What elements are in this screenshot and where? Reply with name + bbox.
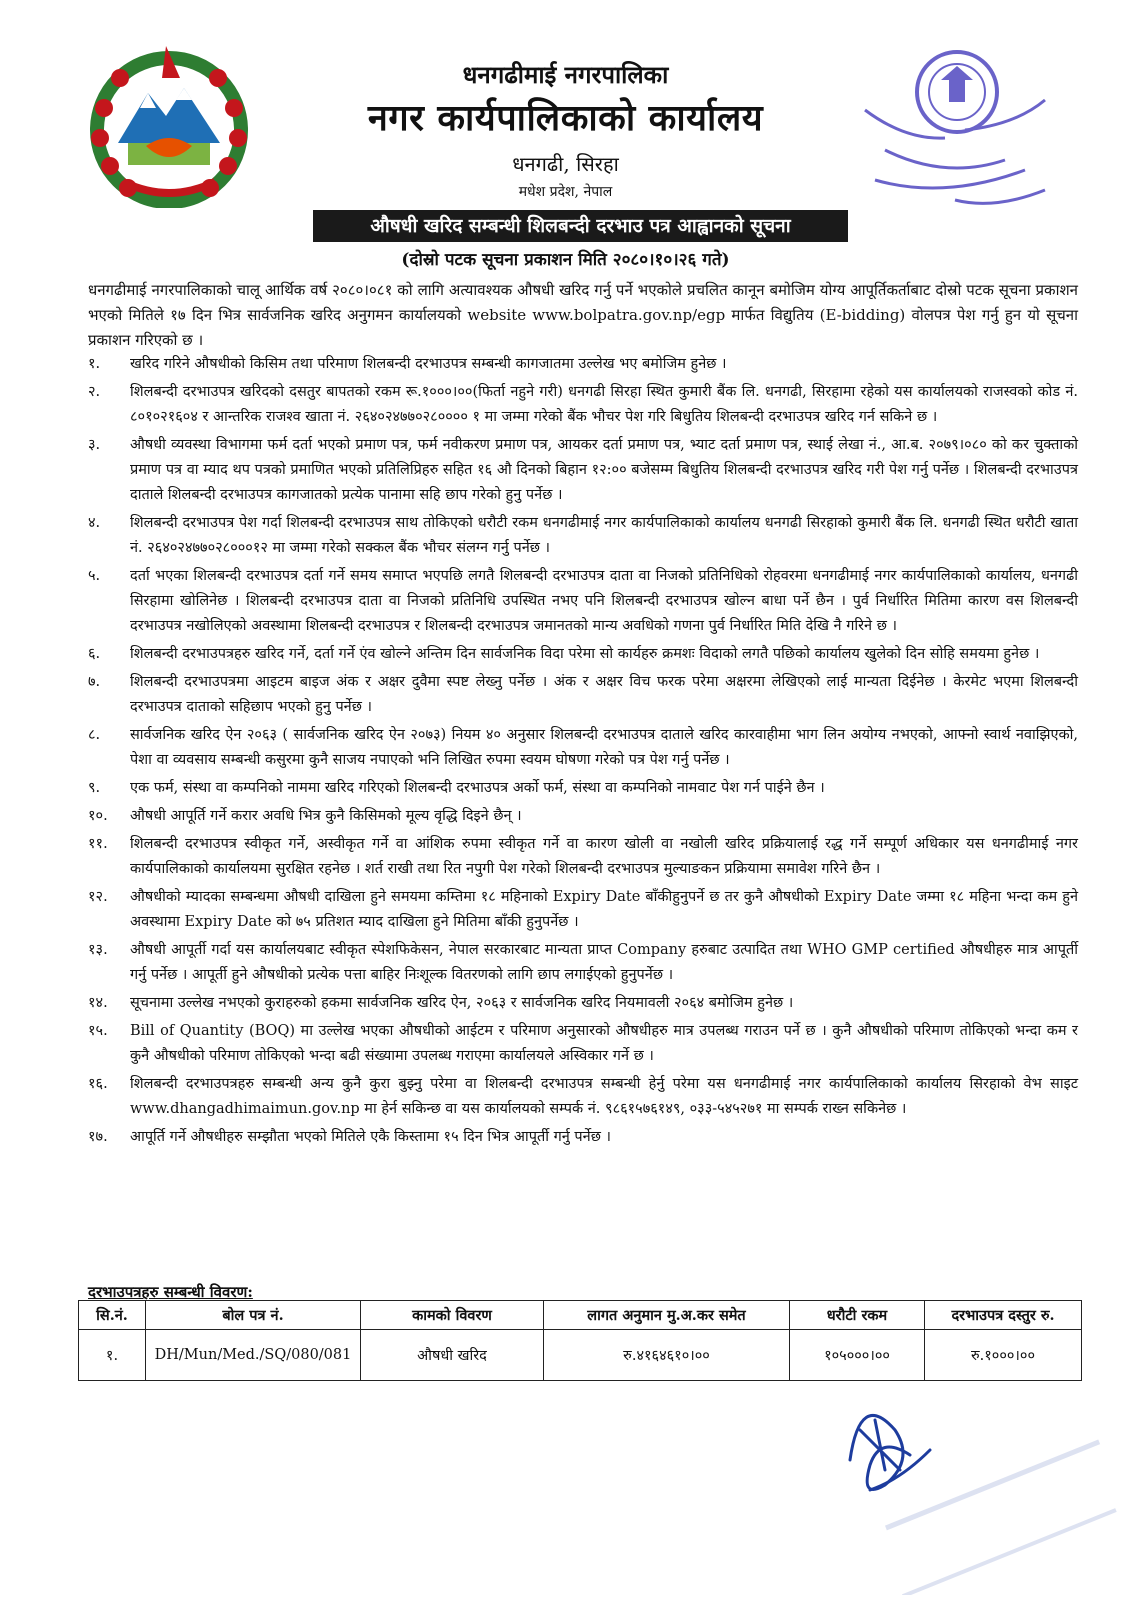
item-text: शिलबन्दी दरभाउपत्र पेश गर्दा शिलबन्दी दरभाउपत्र साथ तोकिएको धरौटी रकम धनगढीमाई नगर कार्यपालिकाको कार्यालय धनगढी सिरहाको कुमारी बैंक लि. धनगढी स्थित धरौटी खाता नं. २६४०२४७७०२८०००१२ मा जम्मा गरेको सक्कल बैंक भौचर संलग्न गर्नु पर्नेछ । <box>130 515 1078 556</box>
list-item <box>88 938 1078 988</box>
item-number: १४. <box>88 995 108 1011</box>
item-number: १२. <box>88 889 108 905</box>
list-item <box>88 832 1078 882</box>
item-text: Bill of Quantity (BOQ) मा उल्लेख भएका औषधीको आईटम र परिमाण अनुसारको औषधीहरु मात्र उपलब्ध गराउन पर्ने छ । कुनै औषधीको परिमाण तोकिएको भन्दा कम र कुनै औषधीको परिमाण तोकिएको भन्दा बढी संख्यामा उपलब्ध गराएमा कार्यालयले अस्विकार गर्ने छ । <box>130 1023 1078 1064</box>
item-text: दर्ता भएका शिलबन्दी दरभाउपत्र दर्ता गर्ने समय समाप्त भएपछि लगतै शिलबन्दी दरभाउपत्र दाता वा निजको प्रतिनिधिको रोहवरमा धनगढीमाई नगर कार्यपालिकाको कार्यालय, धनगढी सिरहामा खोलिनेछ । शिलबन्दी दरभाउपत्र दाता वा निजको प्रतिनिधि उपस्थित नभए पनि शिलबन्दी दरभाउपत्र खोल्न बाधा पर्ने छैन । पुर्व निर्धारित मितिमा कारण वस शिलबन्दी दरभाउपत्र नखोलिएको अवस्थामा शिलबन्दी दरभाउपत्र र शिलबन्दी दरभाउपत्र जमानतको मान्य अवधिको गणना पुर्व निर्धारित मिति देखि नै गरिने छ । <box>130 568 1078 634</box>
item-number: १६. <box>88 1076 108 1092</box>
list-item <box>88 1019 1078 1069</box>
office-location: धनगढी, सिरहा <box>512 152 619 176</box>
item-text: शिलबन्दी दरभाउपत्रहरु सम्बन्धी अन्य कुनै कुरा बुझ्नु परेमा वा शिलबन्दी दरभाउपत्र सम्बन्धी हेर्नु परेमा यस धनगढीमाई नगर कार्यपालिकाको कार्यालय सिरहाको वेभ साइट www.dhangadhimaimun.gov.np मा हेर्न सकिन्छ वा यस कार्यालयको सम्पर्क नं. ९८६१५७६१४९, ०३३-५४५२७१ मा सम्पर्क राख्न सकिनेछ । <box>130 1076 1078 1117</box>
item-text: औषधी व्यवस्था विभागमा फर्म दर्ता भएको प्रमाण पत्र, फर्म नवीकरण प्रमाण पत्र, आयकर दर्ता प्रमाण पत्र, भ्याट दर्ता प्रमाण पत्र, स्थाई लेखा नं., आ.ब. २०७९।०८० को कर चुक्ताको प्रमाण पत्र वा म्याद थप पत्रको प्रमाणित भएको प्रतिलिप्रिहरु सहित १६ औ दिनको बिहान १२:०० बजेसम्म बिधुतिय शिलबन्दी दरभाउपत्र खरिद गरी पेश गर्नु पर्नेछ । शिलबन्दी दरभाउपत्र दाताले शिलबन्दी दरभाउपत्र कागजातको प्रत्येक पानामा सहि छाप गरेको हुनु पर्नेछ । <box>130 437 1078 503</box>
item-number: ८. <box>88 727 101 743</box>
item-number: २. <box>88 384 101 400</box>
signature-icon <box>830 1370 1130 1595</box>
table-cell: DH/Mun/Med./SQ/080/081 <box>146 1330 361 1381</box>
item-text: शिलबन्दी दरभाउपत्रमा आइटम बाइज अंक र अक्षर दुवैमा स्पष्ट लेख्नु पर्नेछ । अंक र अक्षर विच फरक परेमा अक्षरमा लेखिएको लाई मान्यता दिईनेछ । केरमेट भएमा शिलबन्दी दरभाउपत्र दाताको सहिछाप भएको हुनु पर्नेछ । <box>130 674 1078 715</box>
item-number: १३. <box>88 942 108 958</box>
notice-title: औषधी खरिद सम्बन्धी शिलबन्दी दरभाउ पत्र आह्वानको सूचना <box>313 210 848 242</box>
item-text: सार्वजनिक खरिद ऐन २०६३ ( सार्वजनिक खरिद ऐन २०७३) नियम ४० अनुसार शिलबन्दी दरभाउपत्र दाताले खरिद कारवाहीमा भाग लिन अयोग्य नभएको, आफ्नो स्वार्थ नवाझिएको, पेशा वा व्यवसाय सम्बन्धी कसुरमा कुनै साजय नपाएको भनि लिखित रुपमा स्वयम घोषणा गरेको पत्र पेश गर्नु पर्नेछ । <box>130 727 1078 768</box>
item-text: शिलबन्दी दरभाउपत्र स्वीकृत गर्ने, अस्वीकृत गर्ने वा आंशिक रुपमा स्वीकृत गर्ने वा कारण खोली वा नखोली खरिद प्रक्रियालाई रद्ध गर्ने सम्पूर्ण अधिकार यस धनगढीमाई नगर कार्यपालिकाको कार्यालयमा सुरक्षित रहनेछ । शर्त राखी तथा रित नपुगी पेश गरेको शिलबन्दी दरभाउपत्र मुल्याङकन प्रक्रियामा समावेश गरिने छैन । <box>130 836 1078 877</box>
table-cell: १०५०००।०० <box>790 1330 925 1381</box>
notice-subtitle: (दोस्रो पटक सूचना प्रकाशन मिति २०८०।१०।२६ गते) <box>401 250 730 270</box>
table-cell: रु.१०००।०० <box>925 1330 1082 1381</box>
list-item <box>88 670 1078 720</box>
item-text: सूचनामा उल्लेख नभएको कुराहरुको हकमा सार्वजनिक खरिद ऐन, २०६३ र सार्वजनिक खरिद नियमावली २०६४ बमोजिम हुनेछ । <box>130 995 794 1011</box>
conditions-list <box>88 352 1078 1153</box>
list-item <box>88 776 1078 801</box>
list-item <box>88 723 1078 773</box>
list-item <box>88 991 1078 1016</box>
list-item <box>88 380 1078 430</box>
item-text: आपूर्ति गर्ने औषधीहरु सम्झौता भएको मितिले एकै किस्तामा १५ दिन भित्र आपूर्ती गर्नु पर्नेछ । <box>130 1129 611 1145</box>
item-text: औषधीको म्यादका सम्बन्धमा औषधी दाखिला हुने समयमा कम्तिमा १८ महिनाको Expiry Date बाँकीहुनुपर्ने छ तर कुनै औषधीको Expiry Date जम्मा १८ महिना भन्दा कम हुने अवस्थामा Expiry Date को ७५ प्रतिशत म्याद दाखिला हुने मितिमा बाँकी हुनुपर्नेछ । <box>130 889 1078 930</box>
table-title: दरभाउपत्रहरु सम्बन्धी विवरण: <box>88 1283 253 1301</box>
list-item <box>88 1072 1078 1122</box>
item-number: ९. <box>88 780 101 796</box>
item-text: औषधी आपूर्ति गर्ने करार अवधि भित्र कुनै किसिमको मूल्य वृद्धि दिइने छैन् । <box>130 808 522 824</box>
office-province: मधेश प्रदेश, नेपाल <box>518 184 613 200</box>
item-number: १५. <box>88 1023 108 1039</box>
table-cell: रु.४१६४६१०।०० <box>544 1330 790 1381</box>
column-header: दरभाउपत्र दस्तुर रु. <box>925 1301 1082 1330</box>
notice-intro: धनगढीमाई नगरपालिकाको चालू आर्थिक वर्ष २०८०।०८१ को लागि अत्यावश्यक औषधी खरिद गर्नु पर्ने भएकोले प्रचलित कानून बमोजिम योग्य आपूर्तिकर्ताबाट दोस्रो पटक सूचना प्रकाशन भएको मितिले १७ दिन भित्र सार्वजनिक खरिद अनुगमन कार्यालयको website www.bolpatra.gov.np/egp मार्फत विद्युतिय (E-bidding) वोलपत्र पेश गर्नु हुन यो सूचना प्रकाशन गरिएको छ । <box>88 281 1078 349</box>
list-item <box>88 352 1078 377</box>
list-item <box>88 511 1078 561</box>
item-text: खरिद गरिने औषधीको किसिम तथा परिमाण शिलबन्दी दरभाउपत्र सम्बन्धी कागजातमा उल्लेख भए बमोजिम हुनेछ । <box>130 356 727 372</box>
item-number: १. <box>88 356 101 372</box>
item-number: ४. <box>88 515 101 531</box>
item-number: १७. <box>88 1129 108 1145</box>
item-text: शिलबन्दी दरभाउपत्रहरु खरिद गर्ने, दर्ता गर्ने एंव खोल्ने अन्तिम दिन सार्वजनिक विदा परेमा सो कार्यहरु क्रमशः विदाको लगतै पछिको कार्यालय खुलेको दिन सोहि समयमा हुनेछ । <box>130 646 1040 662</box>
official-stamp-icon <box>845 40 1085 230</box>
list-item <box>88 564 1078 639</box>
item-text: शिलबन्दी दरभाउपत्र खरिदको दसतुर बापतको रकम रू.१०००।००(फिर्ता नहुने गरी) धनगढी सिरहा स्थित कुमारी बैंक लि. धनगढी, सिरहामा रहेको यस कार्यालयको राजस्वको कोड नं. ८०१०२१६०४ र आन्तरिक राजश्व खाता नं. २६४०२४७७०२८०००० १ मा जम्मा गरेको बैंक भौचर पेश गरि बिधुतिय शिलबन्दी दरभाउपत्र खरिद गर्न सकिने छ । <box>130 384 1078 425</box>
column-header: कामको विवरण <box>361 1301 544 1330</box>
bid-details-table <box>78 1300 1082 1381</box>
item-number: ६. <box>88 646 101 662</box>
list-item <box>88 804 1078 829</box>
item-text: औषधी आपूर्ती गर्दा यस कार्यालयबाट स्वीकृत स्पेशफिकेसन, नेपाल सरकारबाट मान्यता प्राप्त Company हरुबाट उत्पादित तथा WHO GMP certified औषधीहरु मात्र आपूर्ती गर्नु पर्नेछ । आपूर्ती हुने औषधीको प्रत्येक पत्ता बाहिर निःशूल्क वितरणको लागि छाप लगाईएको हुनुपर्नेछ । <box>130 942 1078 983</box>
list-item <box>88 1125 1078 1150</box>
item-number: ७. <box>88 674 101 690</box>
column-header: बोल पत्र नं. <box>146 1301 361 1330</box>
column-header: सि.नं. <box>79 1301 146 1330</box>
item-number: ११. <box>88 836 108 852</box>
column-header: धरौटी रकम <box>790 1301 925 1330</box>
item-number: ५. <box>88 568 101 584</box>
column-header: लागत अनुमान मु.अ.कर समेत <box>544 1301 790 1330</box>
municipality-name: धनगढीमाई नगरपालिका <box>462 60 669 89</box>
office-name: नगर कार्यपालिकाको कार्यालय <box>367 97 764 139</box>
table-cell: औषधी खरिद <box>361 1330 544 1381</box>
item-number: १०. <box>88 808 108 824</box>
list-item <box>88 433 1078 508</box>
table-header-row <box>79 1301 1082 1330</box>
list-item <box>88 885 1078 935</box>
table-cell: १. <box>79 1330 146 1381</box>
list-item <box>88 642 1078 667</box>
item-number: ३. <box>88 437 101 453</box>
item-text: एक फर्म, संस्था वा कम्पनिको नाममा खरिद गरिएको शिलबन्दी दरभाउपत्र अर्को फर्म, संस्था वा कम्पनिको नामवाट पेश गर्न पाईने छैन । <box>130 780 825 796</box>
